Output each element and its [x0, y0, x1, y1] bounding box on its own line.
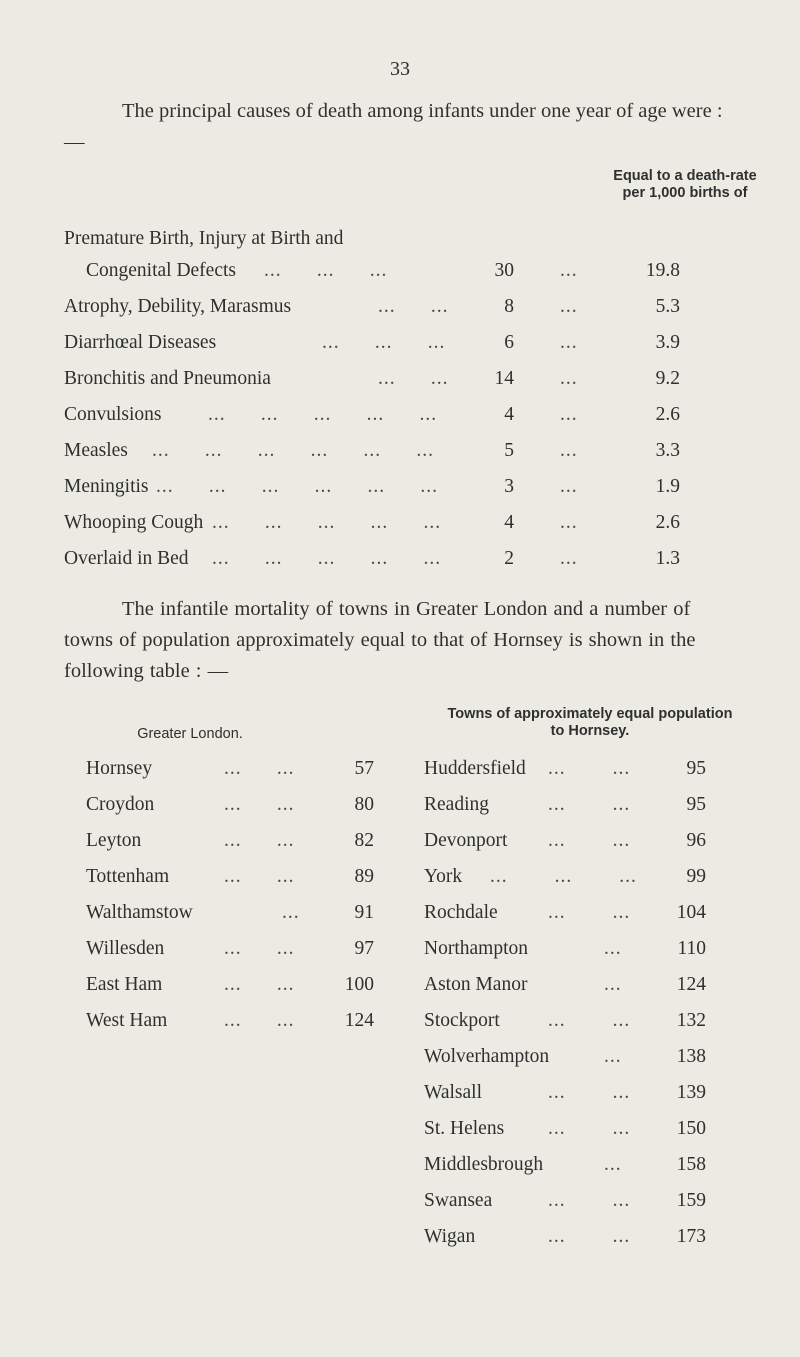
leader-dots: ... ... [224, 794, 295, 815]
towns-row [424, 1046, 724, 1074]
towns-row [424, 974, 724, 1002]
leader-dots: ... [604, 974, 622, 995]
town-name: Swansea [424, 1190, 493, 1211]
page-number: 33 [390, 58, 410, 80]
town-rate: 124 [344, 1010, 374, 1031]
cause-row [0, 368, 800, 396]
leader-dots: ... [560, 548, 578, 569]
town-name: Walsall [424, 1082, 482, 1103]
leader-dots: ... ... [548, 758, 631, 779]
leader-dots: ... [604, 938, 622, 959]
leader-dots: ... ... [548, 830, 631, 851]
leader-dots: ... ... [548, 1118, 631, 1139]
town-name: Willesden [86, 938, 165, 959]
leader-dots: ... ... [378, 296, 449, 317]
cause-rate: 2.6 [655, 404, 680, 425]
cause-deaths: 8 [504, 296, 514, 317]
town-rate: 95 [686, 794, 706, 815]
town-name: Wolverhampton [424, 1046, 550, 1067]
leader-dots: ... ... [548, 1190, 631, 1211]
cause-row [0, 440, 800, 468]
town-name: Wigan [424, 1226, 476, 1247]
cause-label: Meningitis [64, 476, 149, 497]
cause-rate: 1.3 [655, 548, 680, 569]
leader-dots: ... [560, 332, 578, 353]
towns-row [424, 1010, 724, 1038]
towns-row [424, 902, 724, 930]
leader-dots: ... ... ... [490, 866, 637, 887]
town-rate: 99 [686, 866, 706, 887]
cause-deaths: 6 [504, 332, 514, 353]
town-name: York [424, 866, 463, 887]
leader-dots: ... ... [548, 1082, 631, 1103]
greater-london-row [86, 794, 386, 822]
second-paragraph: The infantile mortality of towns in Greater London and a number of towns of population approximately equal to that of Hornsey is shown in the following table : — [64, 598, 696, 682]
cause-deaths: 4 [504, 404, 514, 425]
leader-dots: ... ... [548, 902, 631, 923]
greater-london-row [86, 1010, 386, 1038]
cause-label: Convulsions [64, 404, 162, 425]
cause-rate: 2.6 [655, 512, 680, 533]
leader-dots: ... ... [224, 1010, 295, 1031]
cause-row [0, 260, 800, 288]
town-name: Northampton [424, 938, 528, 959]
leader-dots: ... ... ... ... ... ... [156, 476, 438, 497]
town-name: Stockport [424, 1010, 500, 1031]
town-name: St. Helens [424, 1118, 505, 1139]
towns-row [424, 1082, 724, 1110]
towns-row [424, 758, 724, 786]
leader-dots: ... [560, 296, 578, 317]
cause-rate: 1.9 [655, 476, 680, 497]
leader-dots: ... [282, 902, 300, 923]
greater-london-row [86, 758, 386, 786]
town-name: Aston Manor [424, 974, 528, 995]
cause-row [0, 332, 800, 360]
town-name: Hornsey [86, 758, 153, 779]
leader-dots: ... ... ... ... ... [212, 548, 442, 569]
cause-deaths: 5 [504, 440, 514, 461]
cause-rate: 19.8 [645, 260, 680, 281]
town-name: Devonport [424, 830, 508, 851]
cause-label: Whooping Cough [64, 512, 204, 533]
town-name: Leyton [86, 830, 142, 851]
town-rate: 80 [354, 794, 374, 815]
towns-row [424, 938, 724, 966]
leader-dots: ... ... [224, 974, 295, 995]
leader-dots: ... ... [548, 1010, 631, 1031]
cause-label: Diarrhœal Diseases [64, 332, 217, 353]
town-name: Walthamstow [86, 902, 193, 923]
rate-column-header: Equal to a death-rate per 1,000 births of [613, 168, 757, 201]
cause-label: Bronchitis and Pneumonia [64, 368, 271, 389]
cause-rate: 5.3 [655, 296, 680, 317]
leader-dots: ... ... [548, 794, 631, 815]
leader-dots: ... [560, 260, 578, 281]
town-rate: 91 [354, 902, 374, 923]
towns-row [424, 866, 724, 894]
cause-row [0, 404, 800, 432]
town-name: Middlesbrough [424, 1154, 544, 1175]
cause-row [0, 512, 800, 540]
cause-line-1: Premature Birth, Injury at Birth and [64, 228, 344, 249]
cause-rate: 9.2 [655, 368, 680, 389]
leader-dots: ... [560, 440, 578, 461]
town-rate: 95 [686, 758, 706, 779]
towns-row [424, 830, 724, 858]
town-rate: 104 [676, 902, 706, 923]
cause-row [0, 476, 800, 504]
leader-dots: ... ... ... ... ... [212, 512, 442, 533]
leader-dots: ... [560, 404, 578, 425]
leader-dots: ... ... [224, 758, 295, 779]
towns-row [424, 1154, 724, 1182]
leader-dots: ... ... ... ... ... ... [152, 440, 434, 461]
town-rate: 97 [354, 938, 374, 959]
cause-label: Measles [64, 440, 128, 461]
cause-label: Overlaid in Bed [64, 548, 189, 569]
town-rate: 158 [676, 1154, 706, 1175]
cause-deaths: 14 [494, 368, 514, 389]
leader-dots: ... ... [548, 1226, 631, 1247]
towns-header: Towns of approximately equal population to Hornsey. [447, 706, 733, 739]
greater-london-header: Greater London. [137, 726, 243, 742]
town-rate: 100 [344, 974, 374, 995]
towns-row [424, 1226, 724, 1254]
leader-dots: ... ... [224, 866, 295, 887]
town-rate: 159 [676, 1190, 706, 1211]
leader-dots: ... [560, 476, 578, 497]
town-rate: 139 [676, 1082, 706, 1103]
town-name: Rochdale [424, 902, 498, 923]
cause-deaths: 4 [504, 512, 514, 533]
town-rate: 57 [354, 758, 374, 779]
town-name: Huddersfield [424, 758, 526, 779]
town-rate: 110 [677, 938, 706, 959]
leader-dots: ... [560, 512, 578, 533]
town-name: East Ham [86, 974, 163, 995]
leader-dots: ... ... [224, 938, 295, 959]
greater-london-row [86, 866, 386, 894]
leader-dots: ... ... ... ... ... [208, 404, 438, 425]
cause-deaths: 3 [504, 476, 514, 497]
cause-label: Atrophy, Debility, Marasmus [64, 296, 292, 317]
town-name: Croydon [86, 794, 155, 815]
town-rate: 96 [686, 830, 706, 851]
cause-row [0, 296, 800, 324]
greater-london-row [86, 902, 386, 930]
town-rate: 89 [354, 866, 374, 887]
greater-london-row [86, 974, 386, 1002]
town-rate: 150 [676, 1118, 706, 1139]
towns-row [424, 1190, 724, 1218]
town-rate: 138 [676, 1046, 706, 1067]
towns-row [424, 1118, 724, 1146]
intro-paragraph: The principal causes of death among infants under one year of age were : — [64, 100, 723, 153]
town-rate: 132 [676, 1010, 706, 1031]
town-rate: 82 [354, 830, 374, 851]
town-name: West Ham [86, 1010, 168, 1031]
greater-london-row [86, 938, 386, 966]
leader-dots: ... [604, 1046, 622, 1067]
cause-rate: 3.3 [655, 440, 680, 461]
town-rate: 173 [676, 1226, 706, 1247]
leader-dots: ... [604, 1154, 622, 1175]
leader-dots: ... ... ... [322, 332, 446, 353]
cause-label: Congenital Defects [86, 260, 236, 281]
town-name: Tottenham [86, 866, 170, 887]
towns-row [424, 794, 724, 822]
leader-dots: ... [560, 368, 578, 389]
greater-london-row [86, 830, 386, 858]
cause-deaths: 2 [504, 548, 514, 569]
leader-dots: ... ... ... [264, 260, 388, 281]
town-name: Reading [424, 794, 489, 815]
cause-deaths: 30 [494, 260, 514, 281]
town-rate: 124 [676, 974, 706, 995]
leader-dots: ... ... [224, 830, 295, 851]
cause-row [0, 548, 800, 576]
leader-dots: ... ... [378, 368, 449, 389]
cause-rate: 3.9 [655, 332, 680, 353]
